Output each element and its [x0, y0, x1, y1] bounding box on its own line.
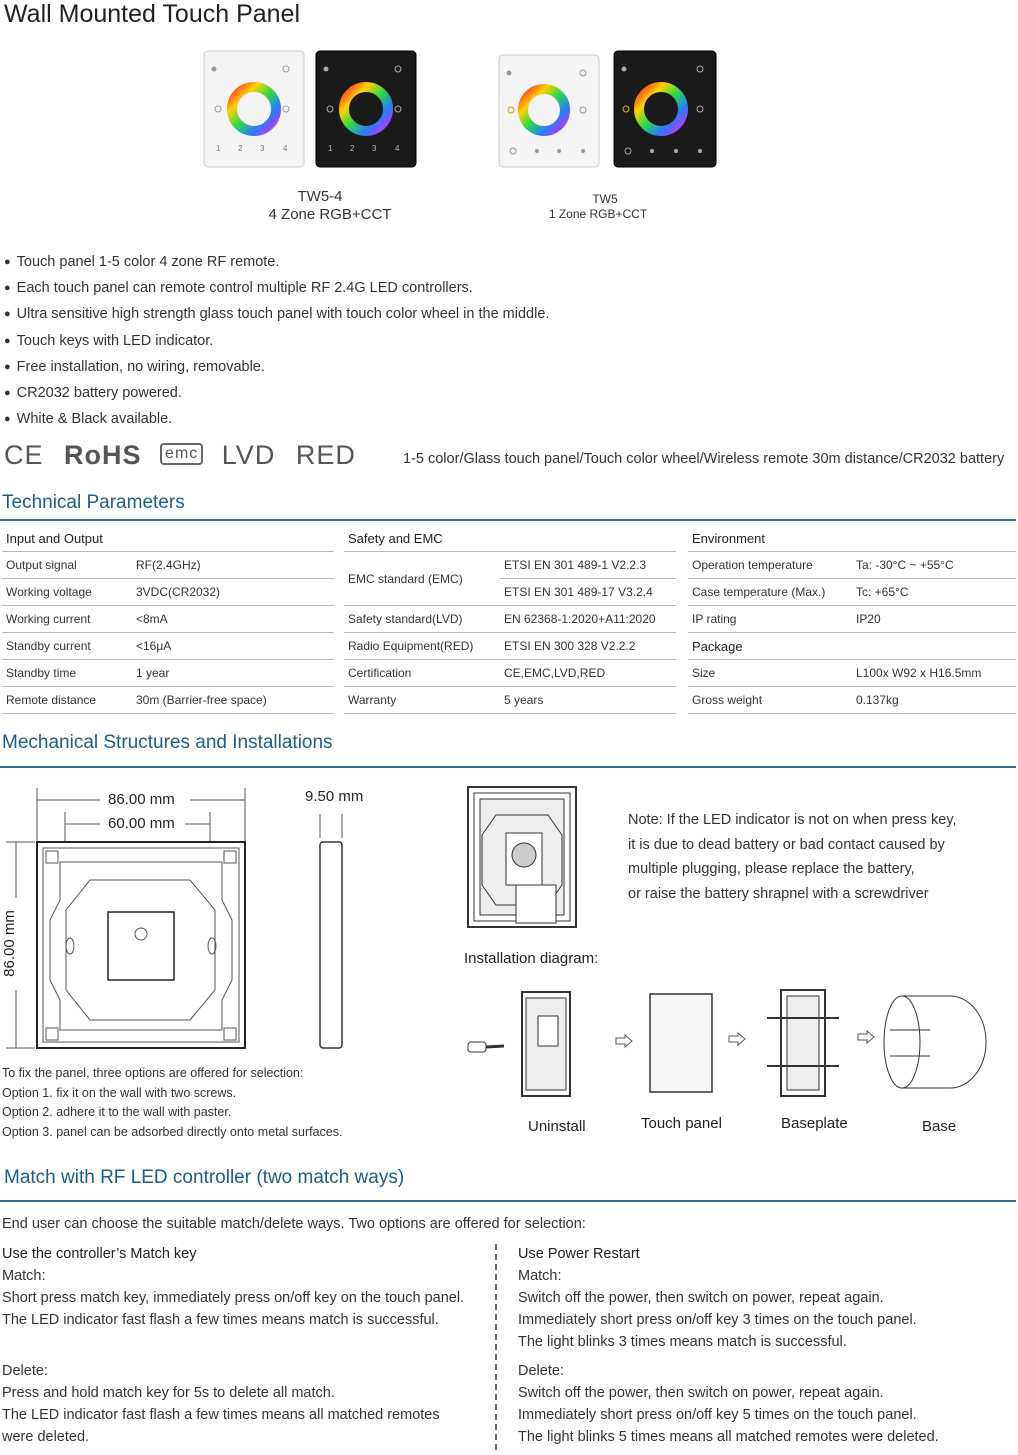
table-heading: Package	[688, 633, 1016, 660]
panel-image-tw5-4-white	[204, 51, 304, 167]
touch-panel-drawing	[648, 992, 716, 1096]
cert-summary: 1-5 color/Glass touch panel/Touch color wheel/Wireless remote 30m distance/CR2032 battery	[403, 451, 1005, 467]
section-title-mechanical: Mechanical Structures and Installations	[2, 732, 333, 753]
key-2: 2	[350, 144, 355, 153]
dim-width-outer: 86.00 mm	[108, 791, 175, 808]
arrow-icon	[727, 1032, 747, 1046]
dim-depth: 9.50 mm	[305, 788, 364, 805]
ce-mark: CE	[4, 440, 44, 470]
table-row: Working voltage 3VDC(CR2032)	[2, 579, 334, 606]
dim-width-inner: 60.00 mm	[108, 815, 175, 832]
table-row: Safety standard(LVD) EN 62368-1:2020+A11:2020	[344, 606, 676, 633]
list-item: ● Touch panel 1-5 color 4 zone RF remote.	[4, 250, 549, 276]
match-left-heading: Use the controller’s Match key	[2, 1246, 197, 1262]
section-title-match: Match with RF LED controller (two match ways)	[4, 1167, 405, 1188]
table-row: Output signal RF(2.4GHz)	[2, 552, 334, 579]
panel-image-tw5-4-black	[316, 51, 416, 167]
step-baseplate: Baseplate	[781, 1115, 848, 1132]
product-desc-tw5: 1 Zone RGB+CCT	[548, 207, 648, 221]
base-box-drawing	[880, 990, 990, 1100]
key-1: 1	[216, 144, 221, 153]
key-4: 4	[283, 144, 288, 153]
key-3: 3	[260, 144, 265, 153]
step-touch-panel: Touch panel	[641, 1115, 722, 1132]
panel-image-tw5-white	[499, 55, 599, 167]
lvd-mark: LVD	[221, 440, 276, 470]
step-base: Base	[922, 1118, 957, 1135]
key-2: 2	[238, 144, 243, 153]
battery-note: Note: If the LED indicator is not on when press key, it is due to dead battery or bad contact caused by multiple plugging, please replace the battery, or raise the battery shrapnel with a screwdriver	[628, 812, 957, 902]
emc-mark: emc	[160, 443, 203, 465]
arrow-icon	[856, 1030, 876, 1044]
feature-list	[4, 250, 549, 433]
table-heading: Environment	[688, 525, 1016, 552]
dim-height: 86.00 mm	[0, 910, 18, 977]
column-divider	[495, 1244, 497, 1450]
list-item: ● Each touch panel can remote control multiple RF 2.4G LED controllers.	[4, 276, 549, 302]
step-uninstall: Uninstall	[528, 1118, 586, 1135]
table-row: Remote distance 30m (Barrier-free space)	[2, 687, 334, 714]
table-row: EMC standard (EMC) ETSI EN 301 489-1 V2.2.3	[344, 552, 676, 579]
arrow-icon	[614, 1034, 634, 1048]
table-input-output	[2, 525, 334, 714]
key-3: 3	[372, 144, 377, 153]
table-safety-emc	[344, 525, 676, 714]
list-item: ● Touch keys with LED indicator.	[4, 329, 549, 355]
baseplate-drawing	[765, 988, 841, 1100]
table-row: ETSI EN 301 489-17 V3.2.4	[344, 579, 676, 606]
list-item: ● CR2032 battery powered.	[4, 381, 549, 407]
product-desc-tw5-4: 4 Zone RGB+CCT	[268, 206, 392, 223]
table-row: IP rating IP20	[688, 606, 1016, 633]
rohs-mark: RoHS	[64, 440, 142, 470]
list-item: ● White & Black available.	[4, 407, 549, 433]
fix-options: To fix the panel, three options are offered for selection: Option 1. fix it on the wall with two screws. Option 2. adhere it to the wall with paster. Option 3. panel can be adsorbed directly onto metal surfaces.	[2, 1066, 343, 1139]
match-left-column: Use the controller’s Match key Match: Short press match key, immediately press on/off key on the touch panel. The LED indicator fast flash a few times means match is successful. Delete: Press and hold match key for 5s to delete all match. The LED indicator fast flash a few times means all matched remotes were deleted.	[2, 1243, 487, 1448]
panel-image-tw5-black	[614, 51, 716, 167]
table-heading: Safety and EMC	[344, 525, 676, 552]
match-intro: End user can choose the suitable match/delete ways. Two options are offered for selection:	[2, 1216, 586, 1232]
section-rule	[0, 766, 1016, 768]
match-right-heading: Use Power Restart	[518, 1246, 640, 1262]
table-row: Standby current <16μA	[2, 633, 334, 660]
match-right-column: Use Power Restart Match: Switch off the power, then switch on power, repeat again. Immediately short press on/off key 3 times on the touch panel. The light blinks 3 times means match is successful. Delete: Switch off the power, then switch on power, repeat again. Immediately short press on/off key 5 times on the touch panel. The light blinks 5 times means all matched remotes were deleted.	[518, 1243, 1013, 1448]
side-view-drawing	[300, 800, 370, 1060]
uninstall-drawing	[466, 988, 576, 1100]
list-item: ● Free installation, no wiring, removable.	[4, 355, 549, 381]
table-row: Standby time 1 year	[2, 660, 334, 687]
section-rule	[0, 519, 1016, 521]
table-environment-package	[688, 525, 1016, 714]
cert-logos	[4, 440, 356, 471]
red-mark: RED	[295, 440, 356, 470]
section-title-technical: Technical Parameters	[2, 492, 185, 513]
table-row: Working current <8mA	[2, 606, 334, 633]
section-rule	[0, 1200, 1016, 1202]
key-1: 1	[328, 144, 333, 153]
table-row: Warranty 5 years	[344, 687, 676, 714]
product-model-tw5: TW5	[592, 192, 618, 206]
table-row: Operation temperature Ta: -30°C ~ +55°C	[688, 552, 1016, 579]
table-heading: Input and Output	[2, 525, 334, 552]
back-plate-drawing	[466, 785, 586, 930]
table-row: Radio Equipment(RED) ETSI EN 300 328 V2.2.2	[344, 633, 676, 660]
page-title: Wall Mounted Touch Panel	[4, 0, 301, 28]
table-row: Size L100x W92 x H16.5mm	[688, 660, 1016, 687]
table-row: Gross weight 0.137kg	[688, 687, 1016, 714]
table-row: Case temperature (Max.) Tc: +65°C	[688, 579, 1016, 606]
product-model-tw5-4: TW5-4	[297, 188, 343, 205]
key-4: 4	[395, 144, 400, 153]
list-item: ● Ultra sensitive high strength glass touch panel with touch color wheel in the middle.	[4, 302, 549, 328]
table-row: Certification CE,EMC,LVD,RED	[344, 660, 676, 687]
installation-label: Installation diagram:	[464, 950, 599, 967]
